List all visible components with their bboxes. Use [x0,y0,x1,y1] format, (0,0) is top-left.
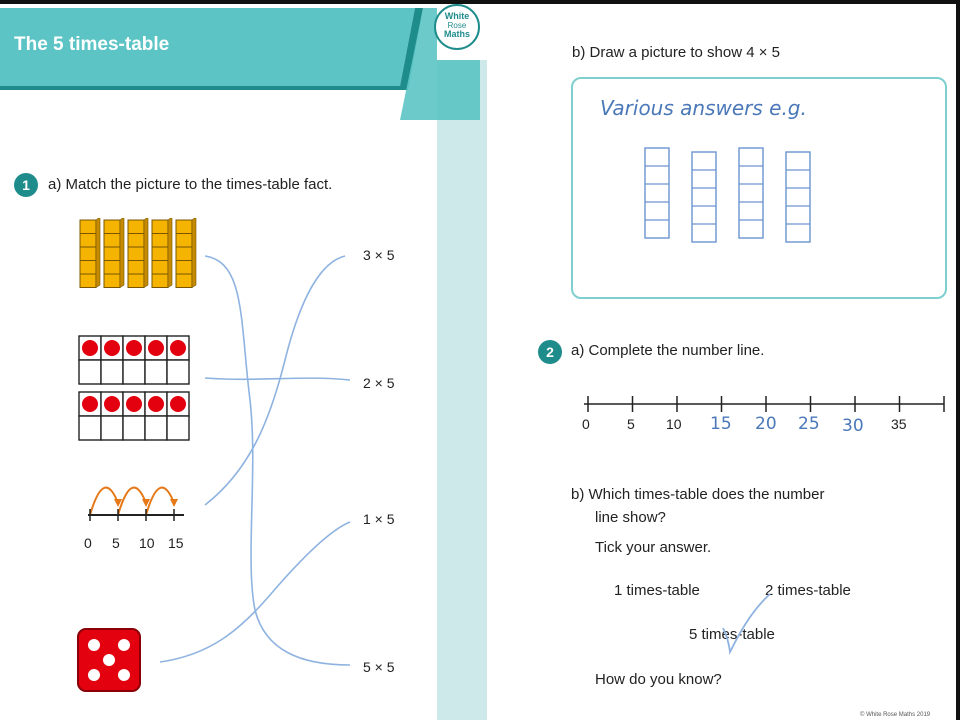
drawn-rod [786,152,810,242]
drawn-rods-4x5 [640,140,820,250]
fact-5x5: 5 × 5 [363,659,395,675]
numline-answer-20: 20 [755,414,777,434]
numline-answer-15: 15 [710,414,732,434]
numline-label-5: 5 [627,416,635,432]
question-1a-text: a) Match the picture to the times-table fact. [48,176,333,193]
matching-lines [0,0,440,720]
question-2a-text: a) Complete the number line. [571,342,765,359]
question-2-badge: 2 [538,340,562,364]
question-1-badge: 1 [14,173,38,197]
tick-instruction: Tick your answer. [595,539,712,556]
jump-line-label-0: 0 [84,535,92,551]
fact-3x5: 3 × 5 [363,247,395,263]
handwritten-tick-mark [715,590,775,660]
question-1b-text: b) Draw a picture to show 4 × 5 [572,44,781,61]
numline-label-0: 0 [582,416,590,432]
page-title: The 5 times-table [14,34,170,55]
numline-label-10: 10 [666,416,682,432]
option-2-times-table[interactable]: 2 times-table [765,582,851,599]
page-right-rule [956,0,960,720]
option-5-times-table[interactable]: 5 times-table [689,626,775,643]
white-rose-logo [434,4,480,50]
follow-up-question: How do you know? [595,671,722,688]
drawn-rod [739,148,763,238]
logo-line-2: Rose [447,21,467,30]
handwritten-various-answers: Various answers e.g. [600,96,807,120]
jump-line-label-15: 15 [168,535,184,551]
logo-line-3: Maths [443,29,470,39]
center-gutter-band [437,60,487,720]
drawn-rod [645,148,669,238]
question-2b-line1: b) Which times-table does the number [571,486,825,503]
fact-2x5: 2 × 5 [363,375,395,391]
numline-answer-25: 25 [798,414,820,434]
option-1-times-table[interactable]: 1 times-table [614,582,700,599]
question-2b-line2: line show? [595,509,666,526]
fact-1x5: 1 × 5 [363,511,395,527]
numline-answer-30: 30 [842,416,864,436]
jump-line-label-5: 5 [112,535,120,551]
drawn-rod [692,152,716,242]
copyright-footer: © White Rose Maths 2019 [860,712,931,718]
numline-label-35: 35 [891,416,907,432]
jump-line-label-10: 10 [139,535,155,551]
logo-line-1: White [444,11,470,21]
